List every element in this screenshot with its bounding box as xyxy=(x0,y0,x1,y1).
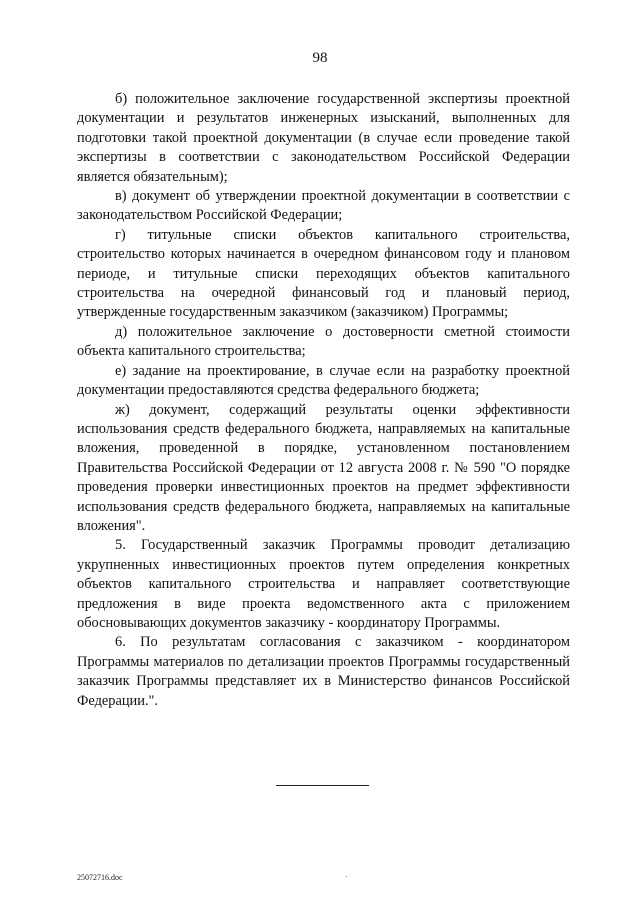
paragraph-v: в) документ об утверждении проектной документации в соответствии с законодательством Российской Федерации; xyxy=(77,188,570,224)
paragraph-6: 6. По результатам согласования с заказчиком - координатором Программы материалов по детализации проектов Программы государственный заказчик Программы представляет их в Министерство финансов Российской Федерации.". xyxy=(77,634,570,709)
end-divider-line xyxy=(276,785,369,786)
paragraph-g: г) титульные списки объектов капитального строительства, строительство которых начинается в очередном финансовом году и плановом периоде, и титульные списки переходящих объектов капитального строительства на очередной финансовый год и плановый период, утвержденные государственным заказчиком (заказчиком) Программы; xyxy=(77,226,570,321)
footer-dot-mark xyxy=(346,876,347,877)
paragraph-5: 5. Государственный заказчик Программы проводит детализацию укрупненных инвестиционных проектов путем определения конкретных объектов капитального строительства и направляет соответствующие предложения в виде проекта ведомственного акта с приложением обосновывающих документов заказчику - координатору Программы. xyxy=(77,537,570,631)
paragraph-e: е) задание на проектирование, в случае если на разработку проектной документации предоставляются средства федерального бюджета; xyxy=(77,362,570,399)
page-number: 98 xyxy=(312,50,328,66)
paragraph-b: б) положительное заключение государственной экспертизы проектной документации и результатов инженерных изысканий, выполненных для подготовки такой проектной документации (в случае если проведение такой экспертизы в соответствии с законодательством Российской Федерации является обязательным); xyxy=(77,91,570,185)
paragraph-d: д) положительное заключение о достоверности сметной стоимости объекта капитального строительства; xyxy=(77,323,570,360)
footer-doc-code: 25072716.doc xyxy=(77,873,123,882)
paragraph-zh: ж) документ, содержащий результаты оценки эффективности использования средств федерального бюджета, направляемых на капитальные вложения, проведенной в порядке, установленном постановлением Правительства Российской Федерации от 12 августа 2008 г. № 590 "О порядке проведения проверки инвестиционных проектов на предмет эффективности использования средств федерального бюджета, направляемых на капитальные вложения". xyxy=(77,401,570,534)
document-body xyxy=(77,90,570,711)
